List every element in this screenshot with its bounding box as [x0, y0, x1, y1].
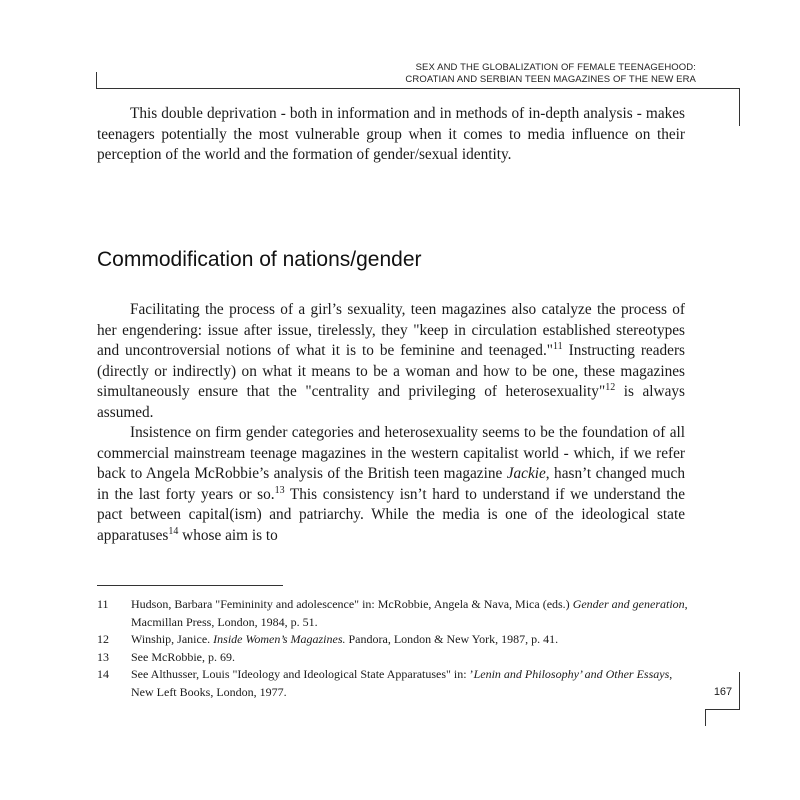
footnote-title: Inside Women’s Magazines. — [213, 632, 346, 646]
footnote-item — [97, 631, 689, 649]
footnote-text — [131, 649, 689, 667]
paragraph-2-text-d: whose aim is to — [178, 526, 278, 544]
header-rule — [96, 88, 740, 89]
footnote-number: 13 — [97, 649, 109, 664]
footnote-ref-12: 12 — [605, 382, 616, 393]
footnote-number: 12 — [97, 632, 109, 646]
footnote-text — [131, 631, 689, 649]
footnote-text-pre: See McRobbie, p. 69. — [131, 649, 235, 664]
footnote-title: Gender and generation — [572, 597, 685, 611]
running-header-line-2: CROATIAN AND SERBIAN TEEN MAGAZINES OF THE NEW ERA — [405, 74, 696, 85]
page-number: 167 — [713, 686, 733, 698]
footnote-title: Lenin and Philosophy’ and Other Essays — [473, 667, 670, 681]
footnote-text-post: , New Left Books, London, 1977. — [131, 667, 673, 699]
footnote-item — [97, 666, 689, 701]
paragraph-1-text-b: Instructing readers (directly or indirectly) on what it means to be a woman and how to be one, these magazines simultaneously ensure that the "centrality and privileging of heterosexuality" — [97, 342, 685, 400]
footnote-text-pre: Winship, Janice. — [131, 632, 214, 646]
header-rule-left-tick — [96, 72, 97, 89]
footnote-item — [97, 596, 689, 631]
section-title: Commodification of nations/gender — [97, 248, 422, 271]
paragraph-1-text-c: is always assumed. — [97, 383, 685, 421]
intro-paragraph: This double deprivation - both in information and in methods of in-depth analysis - makes teenagers potentially the most vulnerable group when it comes to media influence on their perception of the world and the formation of gender/sexual identity. — [97, 105, 685, 163]
paragraph-2-text-c: This consistency isn’t hard to understand if we understand the pact between capital(ism) and patriarchy. While the media is one of the ideological state apparatuses — [97, 485, 685, 544]
header-rule-right-tick — [739, 88, 740, 126]
paragraph-1-text-a: Facilitating the process of a girl’s sexuality, teen magazines also catalyze the process of her engendering: issue after issue, tirelessly, they "keep in circulation established stereotypes and uncontroversial notions of what it is to be feminine and teenaged." — [97, 301, 685, 359]
footnote-text-post: Pandora, London & New York, 1987, p. 41. — [345, 632, 559, 646]
magazine-title: Jackie — [506, 465, 546, 482]
paragraph-2 — [97, 423, 685, 546]
footnote-text-pre: Hudson, Barbara "Femininity and adolescence" in: McRobbie, Angela & Nava, Mica (eds.) — [131, 597, 573, 611]
page-number-frame-bottom — [705, 709, 740, 710]
footnote-ref-13: 13 — [274, 484, 285, 496]
footnote-text — [131, 666, 689, 701]
paragraph-1 — [97, 300, 685, 423]
footnote-number: 11 — [97, 597, 109, 611]
footnote-ref-11: 11 — [553, 341, 563, 352]
footnote-text — [131, 596, 689, 631]
page-number-frame-right — [739, 672, 740, 710]
paragraph-2-text-b: , hasn’t changed much in the last forty years or so. — [97, 465, 685, 503]
footnote-separator — [97, 585, 283, 586]
section-body — [97, 300, 685, 546]
running-header — [360, 62, 696, 86]
footnotes — [97, 596, 689, 701]
intro-text-block — [97, 104, 685, 166]
paragraph-2-text-a: Insistence on firm gender categories and heterosexuality seems to be the foundation of all commercial mainstream teenage magazines in the western capitalist world - which, if we refer back to Angela McRobbie’s analysis of the British teen magazine — [97, 424, 685, 482]
footnote-ref-14: 14 — [168, 525, 179, 537]
page-number-frame-left — [705, 709, 706, 726]
footnote-item — [97, 649, 689, 667]
footnote-text-post: , Macmillan Press, London, 1984, p. 51. — [131, 597, 688, 629]
running-header-line-1: SEX AND THE GLOBALIZATION OF FEMALE TEENAGEHOOD: — [415, 62, 696, 73]
footnote-text-pre: See Althusser, Louis "Ideology and Ideological State Apparatuses" in: ’ — [131, 667, 474, 681]
footnote-number: 14 — [97, 667, 109, 681]
